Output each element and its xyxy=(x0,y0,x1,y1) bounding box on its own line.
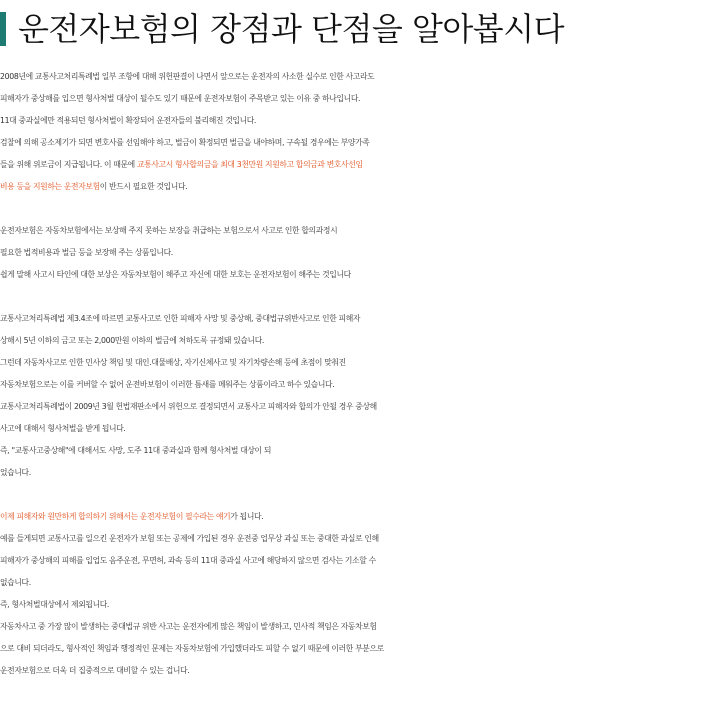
highlighted-text: 교통사고시 형사합의금을 최대 3천만원 지원하고 합의금과 변호사선임 xyxy=(137,160,363,169)
text-line xyxy=(0,506,706,528)
article-body xyxy=(0,66,706,682)
text-line: 교통사고처리특례법 제3.4조에 따르면 교통사고로 인한 피해자 사망 및 중상해, 중대법규위반사고로 인한 피해자 xyxy=(0,314,361,323)
text-line: 쉽게 말해 사고시 타인에 대한 보상은 자동차보험이 해주고 자신에 대한 보호는 운전자보험이 해주는 것입니다 xyxy=(0,270,351,279)
text-line: 운전자보험은 자동차보험에서는 보상해 주지 못하는 보장을 취급하는 보험으로서 사고로 인한 합의과정시 xyxy=(0,226,338,235)
text-segment: 가 됩니다. xyxy=(230,512,264,521)
text-line xyxy=(0,154,706,176)
text-segment: 이 반드시 필요한 것입니다. xyxy=(99,182,188,191)
text-line: 11대 중과실에만 적용되던 형사처벌이 확장되어 운전자들의 불리해진 것입니다. xyxy=(0,116,257,125)
page-title: 운전자보험의 장점과 단점을 알아봅시다 xyxy=(18,10,565,48)
paragraph-spacer xyxy=(0,198,706,220)
paragraph-3 xyxy=(0,308,706,484)
text-line: 운전자보험으로 더욱 더 집중적으로 대비할 수 있는 겁니다. xyxy=(0,666,190,675)
paragraph-spacer xyxy=(0,484,706,506)
highlighted-text: 이제 피해자와 원만하게 합의하기 위해서는 운전자보험이 필수라는 얘기 xyxy=(0,512,231,521)
text-line: 즉, "교통사고중상해"에 대해서도 사망, 도주 11대 중과실과 함께 형사처벌 대상이 되 xyxy=(0,446,272,455)
text-line: 2008년에 교통사고처리특례법 일부 조항에 대해 위헌판결이 나면서 앞으로는 운전자의 사소한 실수로 인한 사고라도 xyxy=(0,72,375,81)
text-line: 사고에 대해서 형사처벌을 받게 됩니다. xyxy=(0,424,126,433)
text-line: 피해자가 중상해의 피해를 입업도 음주운전, 무면허, 과속 등의 11대 중과실 사고에 해당하지 않으면 검사는 기소할 수 xyxy=(0,556,376,565)
text-line: 었습니다. xyxy=(0,468,31,477)
paragraph-4 xyxy=(0,506,706,682)
text-line: 교통사고처리특례법이 2009년 3월 헌법재판소에서 위헌으로 결정되면서 교통사고 피해자와 합의가 안될 경우 중상해 xyxy=(0,402,377,411)
text-line: 예를 들게되면 교통사고를 일으킨 운전자가 보험 또는 공제에 가입된 경우 운전중 업무상 과실 또는 중대한 과실로 인해 xyxy=(0,534,379,543)
paragraph-spacer xyxy=(0,286,706,308)
text-line: 없습니다. xyxy=(0,578,31,587)
text-line xyxy=(0,176,706,198)
text-line: 필요한 법적비용과 벌금 등을 보장해 주는 상품입니다. xyxy=(0,248,173,257)
text-line: 자동차보험으로는 이를 커버할 수 없어 운전바보험이 이러한 틈새를 메워주는 상품이라고 하수 있습니다. xyxy=(0,380,335,389)
highlighted-text: 비용 등을 지원하는 운전자보험 xyxy=(0,182,100,191)
text-line: 으로 대비 되더라도, 형사적인 책임과 행정적인 문제는 자동차보험에 가입했더라도 피할 수 없기 때문에 이러한 부분으로 xyxy=(0,644,384,653)
text-segment: 들을 위해 위로금이 지급됩니다. 이 때문에 xyxy=(0,160,137,169)
text-line: 검찰에 의해 공소제기가 되면 변호사를 선임해야 하고, 벌금이 확정되면 벌금을 내야하며, 구속될 경우에는 부양가족 xyxy=(0,138,370,147)
title-accent-bar xyxy=(0,12,6,46)
text-line: 피해자가 중상해를 입으면 형사처벌 대상이 될수도 있기 때문에 운전자보험이 주목받고 있는 이유 중 하나입니다. xyxy=(0,94,361,103)
paragraph-1 xyxy=(0,66,706,198)
text-line: 즉, 형사처벌대상에서 제외됩니다. xyxy=(0,600,110,609)
text-line: 상해시 5년 이하의 금고 또는 2,000만원 이하의 벌금에 처하도록 규정돼 있습니다. xyxy=(0,336,265,345)
paragraph-2 xyxy=(0,220,706,286)
text-line: 그런데 자동차사고로 인한 민사상 책임 및 대인.대물배상, 자기신체사고 및 자기차량손해 등에 초점이 맞춰진 xyxy=(0,358,346,367)
text-line: 자동차사고 중 가장 많이 발생하는 중대법규 위반 사고는 운전자에게 많은 책임이 발생하고, 민사적 책임은 자동차보험 xyxy=(0,622,377,631)
